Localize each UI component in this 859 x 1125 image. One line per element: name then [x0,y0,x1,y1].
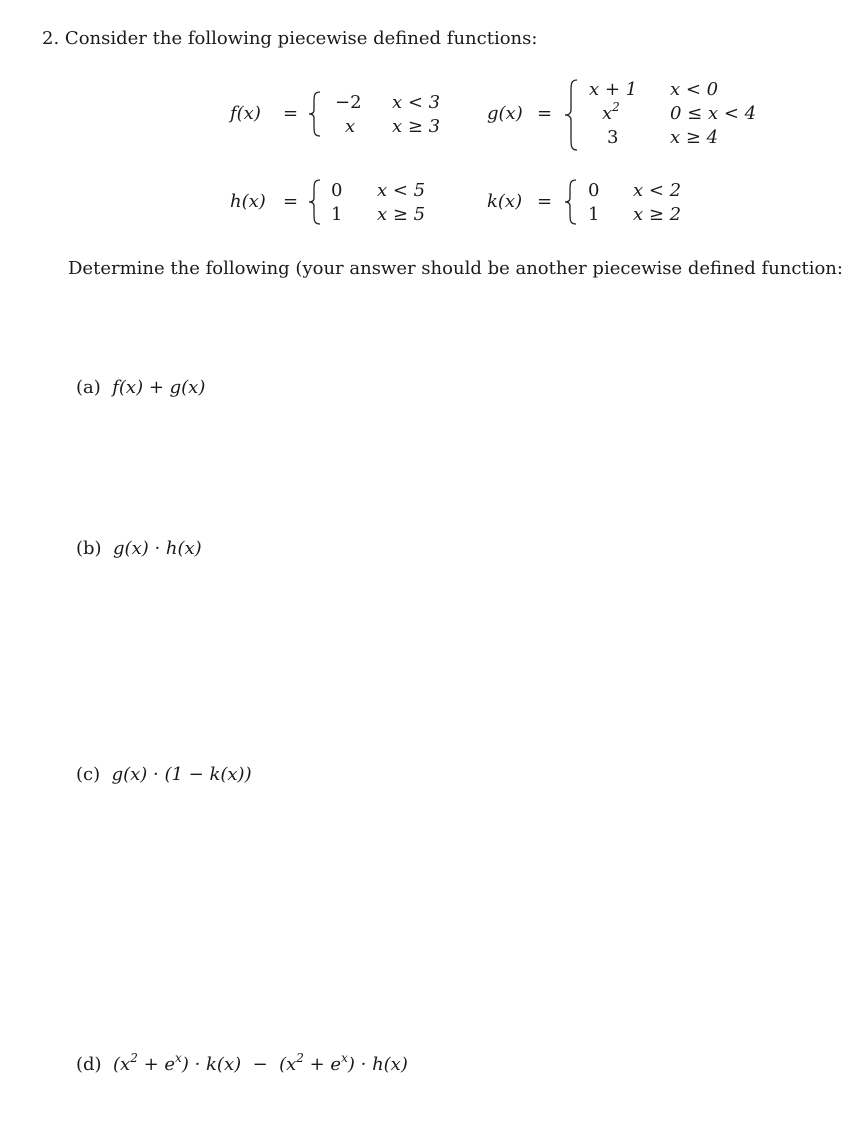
part-b-label: (b) [76,538,102,559]
part-a-expression: f(x) + g(x) [112,377,206,398]
part-b-expression: g(x) · h(x) [113,538,202,559]
g-case-3-condition: x ≥ 4 [670,127,719,148]
part-d-expression: $(x^2 + e^x) \cdot k(x) - (x^2 + e^x) \cdot h(x)$ [113,1051,408,1075]
g-case-1-value: x + 1 [589,79,638,100]
h-case-2-value: 1 [331,204,343,225]
problem-number: 2. [42,28,60,49]
h-case-2-condition: x ≥ 5 [377,204,426,225]
g-case-2-condition: 0 ≤ x < 4 [670,103,757,124]
k-case-2-value: 1 [588,204,600,225]
k-case-2-condition: x ≥ 2 [633,204,682,225]
part-c [76,764,252,786]
instruction-text: Determine the following (your answer should be another piecewise defined function: [68,258,843,279]
f-case-1-value: −2 [335,92,362,113]
part-c-label: (c) [76,764,101,785]
g-case-3-value: 3 [607,127,619,148]
k-case-1-value: 0 [588,180,600,201]
part-a [76,377,205,399]
h-case-1-condition: x < 5 [377,180,426,201]
k-equals: = [537,191,553,212]
h-equals: = [283,191,299,212]
problem-intro: Consider the following piecewise defined functions: [64,28,538,49]
f-case-1-condition: x < 3 [392,92,441,113]
k-case-1-condition: x < 2 [633,180,682,201]
f-brace [306,90,326,138]
part-c-expression: g(x) · (1 − k(x)) [111,764,252,785]
problem-heading [42,28,537,50]
g-case-2-value: $x^2$ [602,100,620,124]
g-brace [562,78,582,152]
part-a-label: (a) [76,377,101,398]
g-equals: = [537,103,553,124]
k-brace [562,178,582,226]
g-case-1-condition: x < 0 [670,79,719,100]
h-name: h(x) [230,191,266,212]
f-case-2-value: x [345,116,356,137]
h-case-1-value: 0 [331,180,343,201]
f-equals: = [283,103,299,124]
g-name: g(x) [487,103,523,124]
h-brace [306,178,326,226]
part-d-label: (d) [76,1054,102,1075]
f-name: f(x) [230,103,261,124]
k-name: k(x) [487,191,523,212]
part-b [76,538,202,560]
f-case-2-condition: x ≥ 3 [392,116,441,137]
part-d [76,1051,408,1076]
